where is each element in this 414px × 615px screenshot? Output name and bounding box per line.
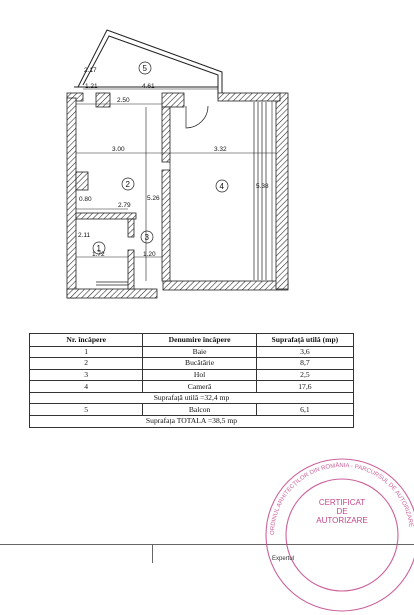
stamp-line3: AUTORIZARE <box>316 516 368 525</box>
cell-nr: 1 <box>30 346 143 358</box>
cell-nr: 2 <box>30 358 143 370</box>
cell-name: Baie <box>143 346 256 358</box>
dimension-label: 2.79 <box>118 202 131 209</box>
dimension-label: 1.20 <box>143 251 156 258</box>
stamp-line1: CERTIFICAT <box>318 498 366 507</box>
dimension-label: 1.72 <box>92 251 105 258</box>
table-row <box>30 404 354 416</box>
dimension-label: 5.26 <box>147 195 160 202</box>
total-row <box>30 416 354 428</box>
subtotal-row <box>30 392 354 404</box>
dimension-label: 2.17 <box>84 67 97 74</box>
subtotal-cell: Suprafață utilă =32,4 mp <box>30 392 354 404</box>
dimension-label: 1.21 <box>85 83 98 90</box>
room-number: 1 <box>96 244 101 253</box>
dimension-label: 3.00 <box>112 146 125 153</box>
footer-column-divider <box>152 544 153 563</box>
table-row <box>30 369 354 381</box>
cell-area: 17,6 <box>256 381 353 393</box>
table-row <box>30 346 354 358</box>
cell-nr: 4 <box>30 381 143 393</box>
cell-area: 8,7 <box>256 358 353 370</box>
cell-name: Hol <box>143 369 256 381</box>
cell-area: 3,6 <box>256 346 353 358</box>
cell-nr: 3 <box>30 369 143 381</box>
header-name: Denumire încăpere <box>143 334 256 347</box>
dimension-label: 2.50 <box>117 97 130 104</box>
dimension-label: 0.80 <box>79 196 92 203</box>
dimension-label: 5.38 <box>256 183 269 190</box>
stamp-line2: DE <box>336 507 348 516</box>
cell-area: 2,5 <box>256 369 353 381</box>
cell-name: Cameră <box>143 381 256 393</box>
header-area: Suprafață utilă (mp) <box>256 334 353 347</box>
stamp-bottom-text: Expertul <box>272 556 295 562</box>
cell-name: Balcon <box>143 404 256 416</box>
cell-nr: 5 <box>30 404 143 416</box>
windows <box>96 102 266 285</box>
table-header-row <box>30 334 354 347</box>
header-nr: Nr. încăpere <box>30 334 143 347</box>
authorization-stamp <box>262 455 414 615</box>
room-number: 5 <box>142 64 147 73</box>
rooms-table <box>29 333 354 428</box>
cell-area: 6,1 <box>256 404 353 416</box>
dimension-label: 3.32 <box>214 146 227 153</box>
room-number: 3 <box>144 233 149 242</box>
cell-name: Bucătărie <box>143 358 256 370</box>
dimension-label: 2.11 <box>78 232 91 239</box>
dimension-lines <box>76 89 276 281</box>
room-number: 4 <box>219 182 224 191</box>
dimension-label: 4.61 <box>142 83 155 90</box>
room-number: 2 <box>125 180 130 189</box>
door-swings <box>170 106 208 170</box>
exterior-walls <box>67 93 288 298</box>
room-markers <box>93 62 228 254</box>
table-row <box>30 358 354 370</box>
total-cell: Suprafața TOTALA =38,5 mp <box>30 416 354 428</box>
stamp-arc-text: ORDINUL ARHITECȚILOR DIN ROMÂNIA - PARCURSUL DE AUTORIZARE <box>269 463 414 536</box>
table-row <box>30 381 354 393</box>
